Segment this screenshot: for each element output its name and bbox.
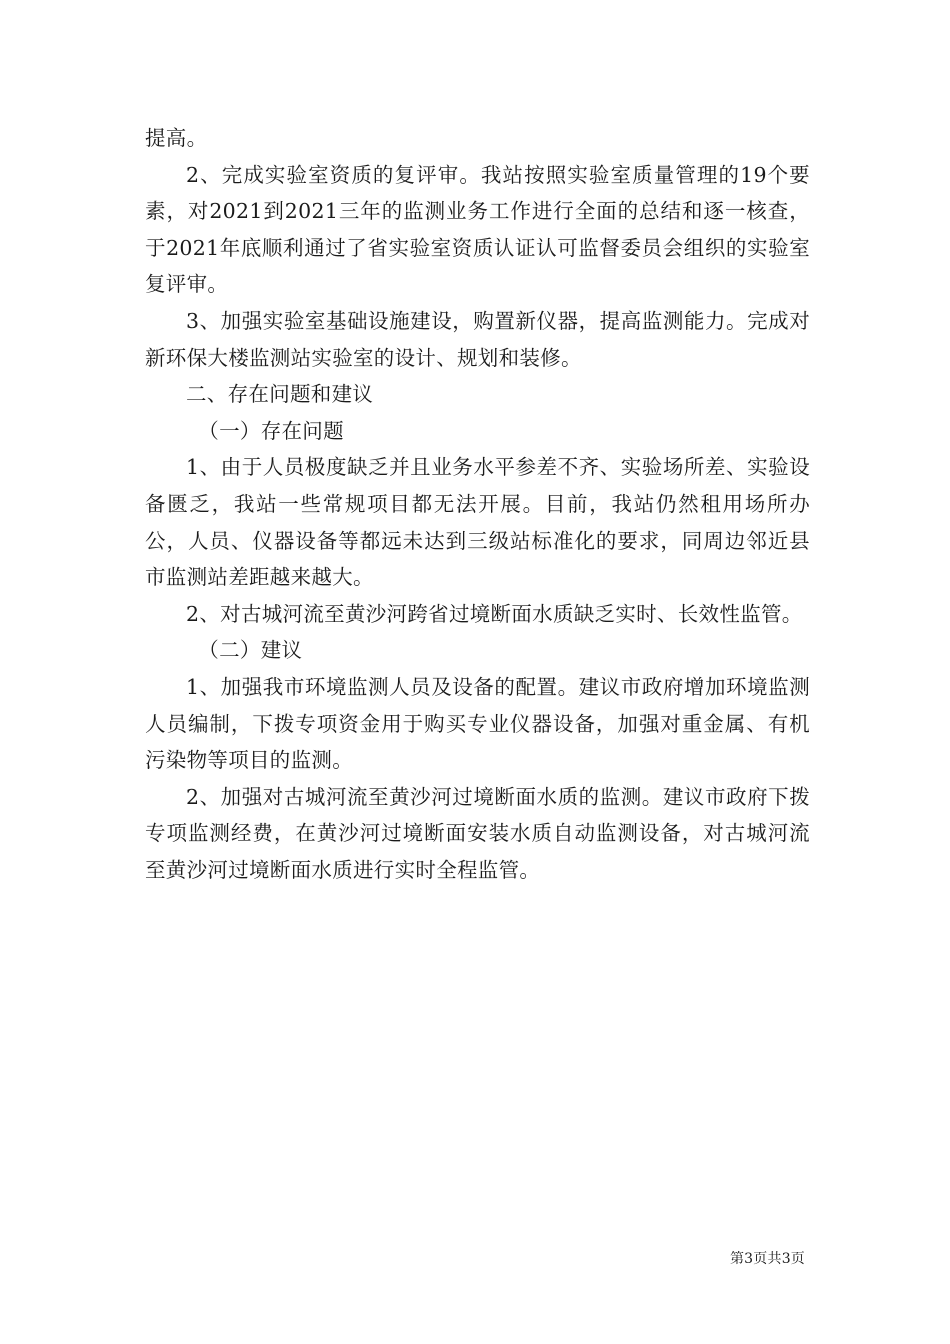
- paragraph-lab-qualification-review: 2、完成实验室资质的复评审。我站按照实验室质量管理的19个要素，对2021到2021三年的监测业务工作进行全面的总结和逐一核查，于2021年底顺利通过了省实验室资质认证认可监督委员会组织的实验室复评审。: [145, 162, 810, 297]
- paragraph-lab-infrastructure: 3、加强实验室基础设施建设，购置新仪器，提高监测能力。完成对新环保大楼监测站实验室的设计、规划和装修。: [145, 308, 810, 370]
- paragraph-problem-water-supervision: 2、对古城河流至黄沙河跨省过境断面水质缺乏实时、长效性监管。: [186, 601, 803, 626]
- paragraph-suggestion-water-monitoring: 2、加强对古城河流至黄沙河过境断面水质的监测。建议市政府下拨专项监测经费，在黄沙河过境断面安装水质自动监测设备，对古城河流至黄沙河过境断面水质进行实时全程监管。: [145, 784, 810, 882]
- document-body: [145, 120, 810, 888]
- page-number: 第3页共3页: [729, 1251, 805, 1267]
- subheading-suggestions: （二）建议: [198, 638, 303, 663]
- subheading-existing-problems: （一）存在问题: [198, 418, 344, 443]
- paragraph-continuation: 提高。: [145, 126, 208, 150]
- section-heading-problems-and-suggestions: 二、存在问题和建议: [186, 382, 374, 407]
- paragraph-problem-staff-equipment: 1、由于人员极度缺乏并且业务水平参差不齐、实验场所差、实验设备匮乏，我站一些常规项目都无法开展。目前，我站仍然租用场所办公，人员、仪器设备等都远未达到三级站标准化的要求，同周边邻近县市监测站差距越来越大。: [145, 455, 810, 590]
- paragraph-suggestion-staffing: 1、加强我市环境监测人员及设备的配置。建议市政府增加环境监测人员编制，下拨专项资金用于购买专业仪器设备，加强对重金属、有机污染物等项目的监测。: [145, 674, 810, 773]
